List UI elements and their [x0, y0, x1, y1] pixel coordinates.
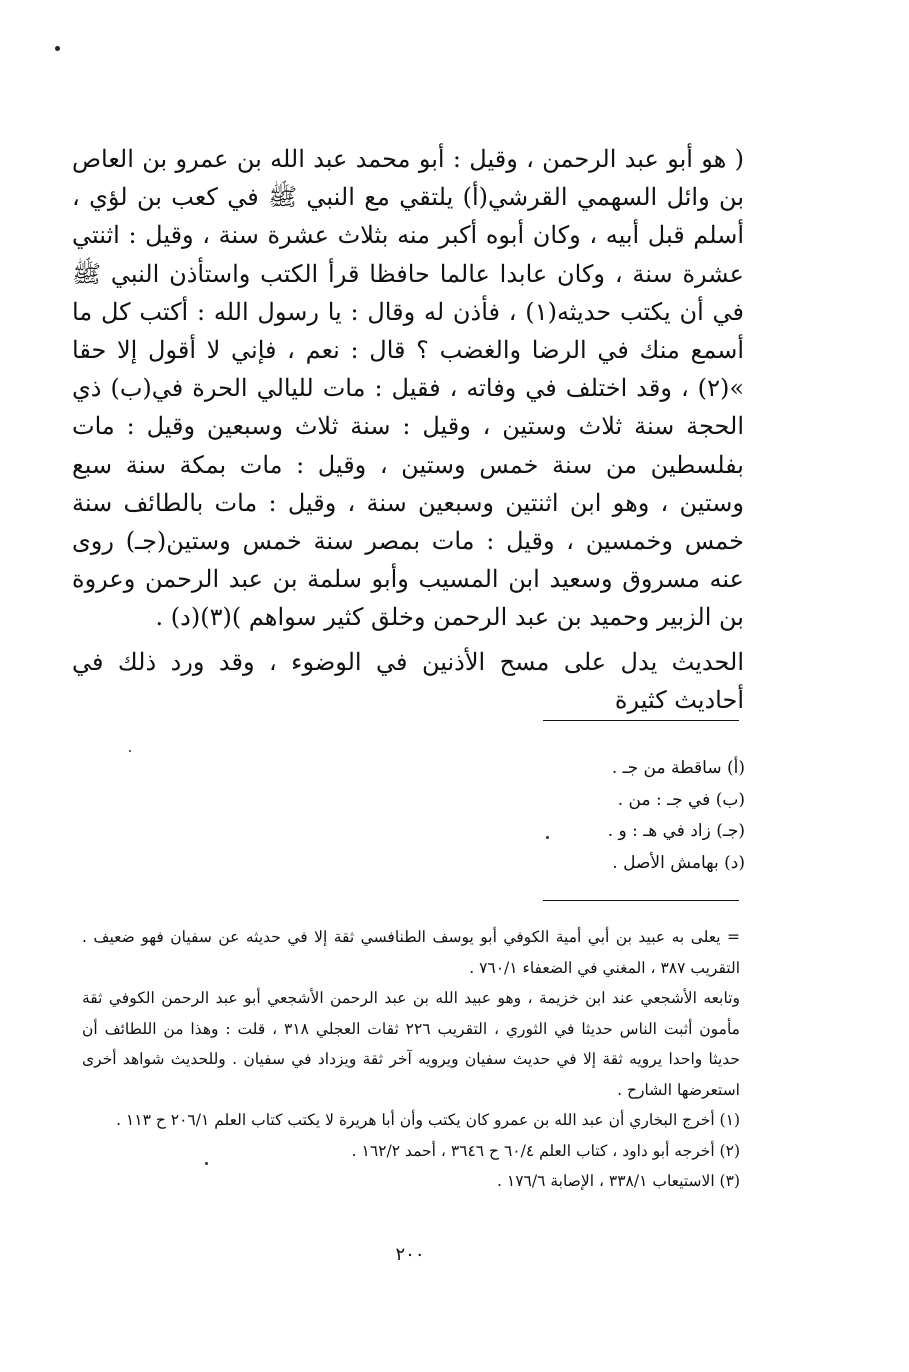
variant-note: (أ) ساقطة من جـ . [611, 758, 745, 778]
page-number: ٢٠٠ [395, 1244, 425, 1265]
scan-speck [55, 46, 60, 51]
footnote-separator [543, 900, 739, 901]
scan-speck [546, 836, 549, 839]
footnotes [82, 922, 740, 1197]
footnote-item: (١) أخرج البخاري أن عبد الله بن عمرو كان يكتب وأن أبا هريرة لا يكتب كتاب العلم ٢٠٦/١ ح ١١٣ . [116, 1111, 740, 1129]
variant-note: (جـ) زاد في هـ : و . [607, 821, 745, 841]
footnote-continuation: = يعلى به عبيد بن أبي أمية الكوفي أبو يوسف الطنافسي ثقة إلا في حديثه عن سفيان فهو ضعيف . التقريب ٣٨٧ ، المغني في الضعفاء ٧٦٠/١ . [82, 928, 740, 977]
variant-note: (د) بهامش الأصل . [612, 852, 745, 873]
main-text [72, 140, 744, 719]
footnote-paragraph: وتابعه الأشجعي عند ابن خزيمة ، وهو عبيد الله بن عبد الرحمن الأشجعي أبو عبد الرحمن الكوفي ثقة مأمون أثبت الناس حديثا في الثوري ، التقريب ٢٢٦ ثقات العجلي ٣١٨ ، قلت : وهذا من اللطائف أن حديثا واحدا يرويه ثقة إلا في حديث سفيان ويرويه آخر ثقة ويزداد في سفيان . وللحديث شواهد أخرى استعرضها الشارح . [82, 989, 740, 1099]
footnote-separator [543, 720, 739, 721]
main-paragraph: ( هو أبو عبد الرحمن ، وقيل : أبو محمد عبد الله بن عمرو بن العاص بن وائل السهمي القرشي(أ) يلتقي مع النبي ﷺ في كعب بن لؤي ، أسلم قبل أبيه ، وكان أبوه أكبر منه بثلاث عشرة سنة ، وقيل : اثنتي عشرة سنة ، وكان عابدا عالما حافظا قرأ الكتب واستأذن النبي ﷺ في أن يكتب حديثه(١) ، فأذن له وقال : يا رسول الله : أكتب كل ما أسمع منك في الرضا والغضب ؟ قال : نعم ، فإني لا أقول إلا حقا »(٢) ، وقد اختلف في وفاته ، فقيل : مات لليالي الحرة في(ب) ذي الحجة سنة ثلاث وستين ، وقيل : سنة ثلاث وسبعين وقيل : مات بفلسطين من سنة خمس وستين ، وقيل : مات بمكة سنة سبع وستين ، وهو ابن اثنتين وسبعين سنة ، وقيل : مات بالطائف سنة خمس وخمسين ، وقيل : مات بمصر سنة خمس وستين(جـ) روى عنه مسروق وسعيد ابن المسيب وأبو سلمة بن عبد الرحمن وعروة بن الزبير وحميد بن عبد الرحمن وخلق كثير سواهم )(٣)(د) . [72, 145, 745, 632]
footnote-item: (٣) الاستيعاب ٣٣٨/١ ، الإصابة ١٧٦/٦ . [497, 1172, 740, 1190]
scan-speck [129, 750, 131, 752]
variant-note: (ب) في جـ : من . [617, 789, 745, 810]
scan-speck [205, 1162, 208, 1165]
main-paragraph: الحديث يدل على مسح الأذنين في الوضوء ، وقد ورد ذلك في أحاديث كثيرة [72, 647, 744, 714]
variant-notes [608, 753, 745, 879]
footnote-item: (٢) أخرجه أبو داود ، كتاب العلم ٦٠/٤ ح ٣٦٤٦ ، أحمد ١٦٢/٢ . [351, 1141, 740, 1160]
